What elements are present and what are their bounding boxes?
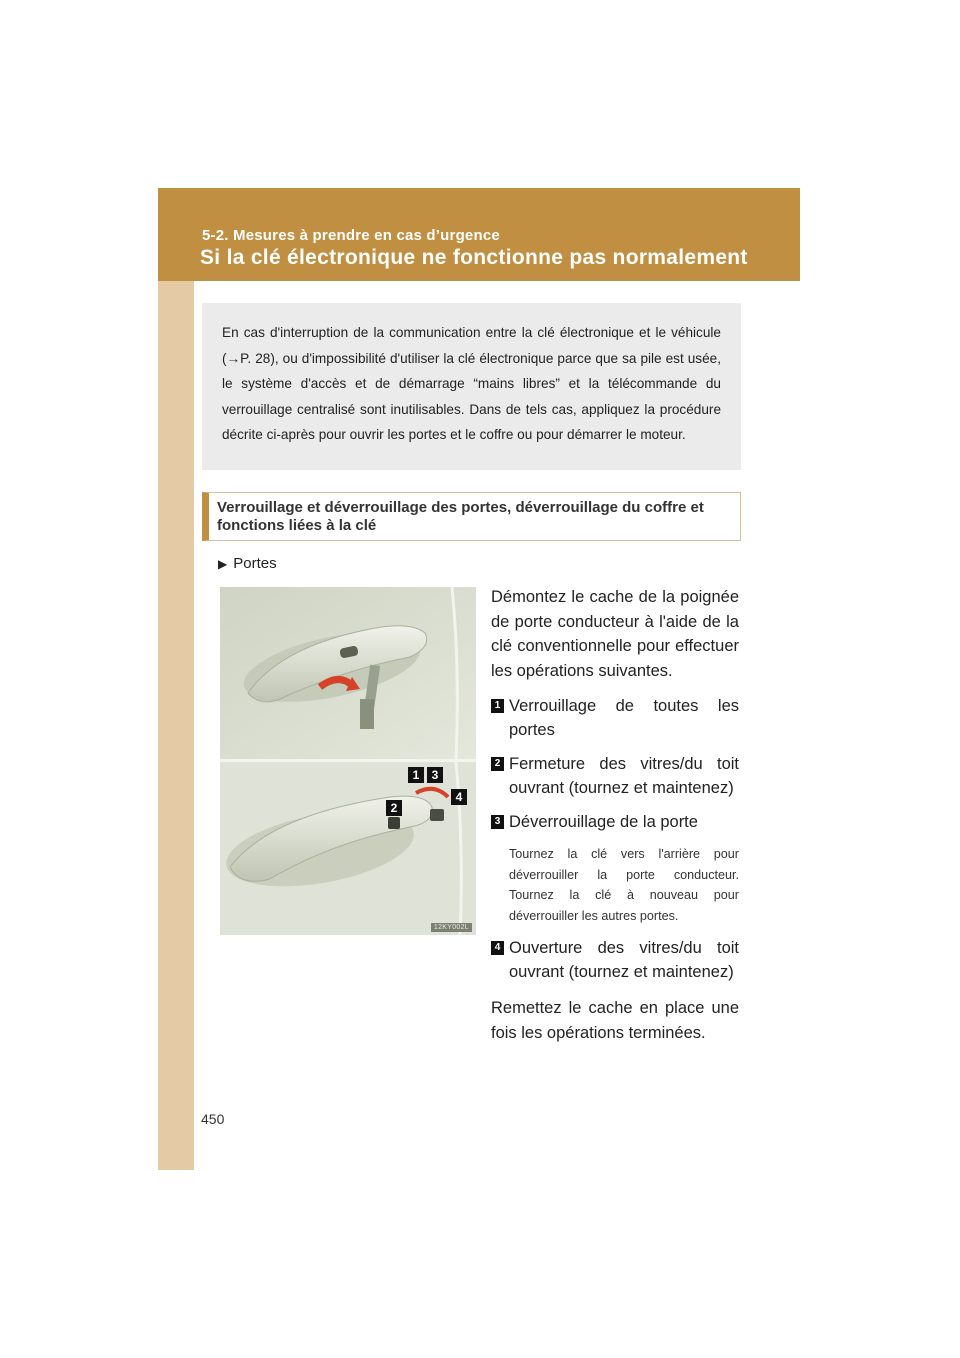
step-number: 3 xyxy=(491,815,504,829)
step-4 xyxy=(491,936,739,984)
callout-3: 3 xyxy=(427,767,443,783)
intro-box xyxy=(202,303,741,470)
chapter-header xyxy=(158,188,800,281)
subheading-text: Verrouillage et déverrouillage des portes, déverrouillage du coffre et fonctions liées à la clé xyxy=(217,499,704,534)
callout-2: 2 xyxy=(386,800,402,816)
step-number: 2 xyxy=(491,757,504,771)
section-label: 5-2. Mesures à prendre en cas d’urgence xyxy=(202,227,500,244)
figure-code: 12KY002L xyxy=(431,923,472,932)
door-handle-illustration xyxy=(220,587,476,935)
triangle-right-icon: ▶ xyxy=(218,557,228,571)
page-title: Si la clé électronique ne fonctionne pas normalement xyxy=(200,246,748,269)
step-text: Fermeture des vitres/du toit ouvrant (tournez et maintenez) xyxy=(509,755,739,797)
door-handle-drawing xyxy=(220,587,476,935)
instructions-outro: Remettez le cache en place une fois les opérations terminées. xyxy=(491,999,739,1042)
step-number: 4 xyxy=(491,941,504,955)
subheading xyxy=(202,492,741,541)
intro-text: En cas d'interruption de la communication entre la clé électronique et le véhicule (→P. 28), ou d'impossibilité d'utiliser la clé électronique parce que sa pile est usée, le système d'accès et de démarrage “mains libres” et la télécommande du verrouillage centralisé sont inutilisables. Dans de tels cas, appliquez la procédure décrite ci-après pour ouvrir les portes et le coffre ou pour démarrer le moteur. xyxy=(222,325,721,443)
bullet-portes xyxy=(218,555,277,572)
step-3-note: Tournez la clé vers l'arrière pour déverrouiller la porte conducteur. Tournez la clé à nouveau pour déverrouiller les autres portes. xyxy=(509,847,739,923)
page-number: 450 xyxy=(201,1111,225,1127)
callout-1: 1 xyxy=(408,767,424,783)
callout-4: 4 xyxy=(451,789,467,805)
instructions xyxy=(491,585,739,1045)
step-2 xyxy=(491,752,739,800)
step-text: Déverrouillage de la porte xyxy=(509,813,698,831)
step-text: Verrouillage de toutes les portes xyxy=(509,697,739,739)
step-text: Ouverture des vitres/du toit ouvrant (tournez et maintenez) xyxy=(509,939,739,981)
instructions-intro: Démontez le cache de la poignée de porte conducteur à l'aide de la clé conventionnelle pour effectuer les opérations suivantes. xyxy=(491,588,739,680)
side-bar xyxy=(158,188,194,1170)
step-number: 1 xyxy=(491,699,504,713)
step-3 xyxy=(491,810,739,834)
bullet-label: Portes xyxy=(233,555,277,572)
step-1 xyxy=(491,694,739,742)
